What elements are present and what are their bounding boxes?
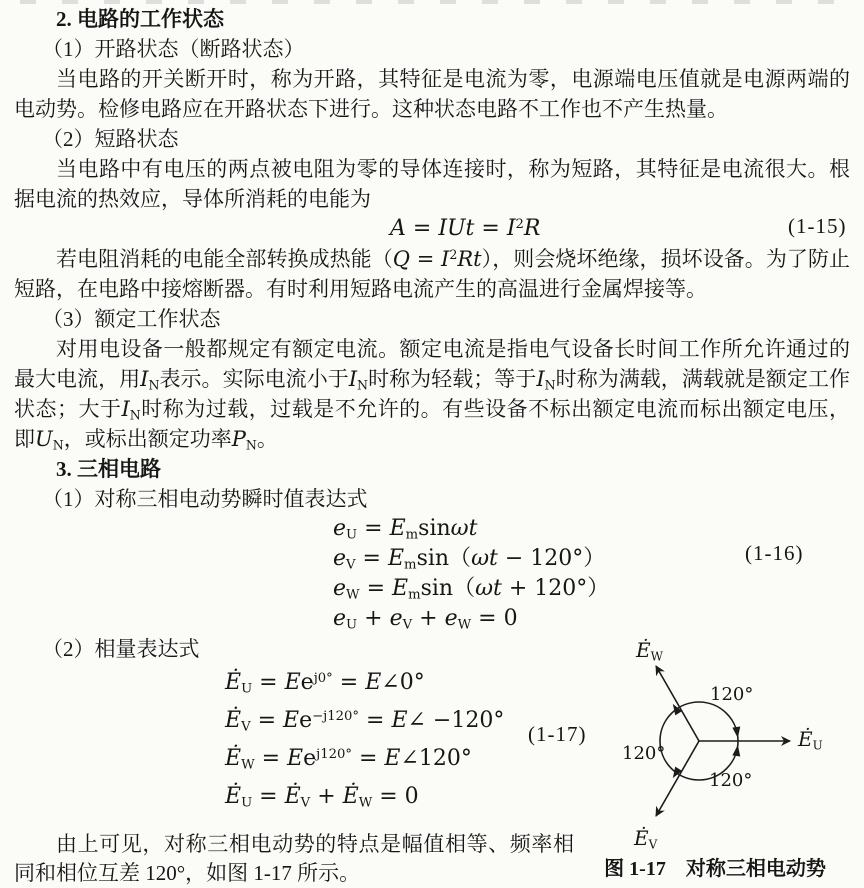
rated-state-heading: （3）额定工作状态 [42, 307, 221, 331]
equation-ev-phasor: $Ė_V = Ee^{-j120^\circ}$ = E∠ −120° [225, 708, 505, 735]
open-state-heading: （1）开路状态（断路状态） [42, 37, 305, 61]
scan-crop-artifact [20, 0, 844, 4]
equation-group-1-16 [14, 514, 850, 634]
figure-1-17 [600, 624, 858, 886]
equation-ew-phasor: $Ė_W = Ee^{j120^\circ}$ = E∠120° [225, 746, 472, 773]
phasor-eu-label: $Ė_U$ [798, 727, 823, 753]
formula-number-1-15: (1-15) [788, 214, 847, 238]
formula-number-1-17: (1-17) [528, 722, 587, 746]
section-3-heading: 3. 三相电路 [56, 457, 161, 481]
closing-paragraph: 由上可见，对称三相电动势的特点是幅值相等、频率相同和相位互差 120°，如图 1-17 所示。 [14, 832, 574, 885]
angle-label-bottom: 120° [709, 770, 753, 791]
equation-eu-phasor: $Ė_U = Ee^{j0^\circ}$ = E∠0° [225, 670, 425, 697]
equation-ev-instant: $e_V = E_m\sin(\omega t - 120^\circ)$ [333, 546, 606, 573]
equation-ew-instant: $e_W = E_m\sin(\omega t + 120^\circ)$ [333, 576, 610, 603]
short-state-heading: （2）短路状态 [42, 127, 179, 151]
short-state-paragraph-2: 若电阻消耗的电能全部转换成热能$(Q = I^2Rt)$，则会烧坏绝缘，损坏设备。为了防止短路，在电路中接熔断器。有时利用短路电流产生的高温进行金属焊接等。 [14, 247, 850, 301]
short-state-paragraph: 当电路中有电压的两点被电阻为零的导体连接时，称为短路，其特征是电流很大。根据电流的热效应，导体所消耗的电能为 [14, 157, 850, 211]
instant-value-heading: （1）对称三相电动势瞬时值表达式 [42, 487, 368, 511]
equation-eu-instant: $e_U = E_m\sin\omega t$ [333, 516, 478, 543]
equation-sum-phasor: $Ė_U$ = $Ė_V$ + $Ė_W = 0$ [225, 784, 419, 811]
angle-label-top: 120° [710, 684, 754, 705]
formula-number-1-16: (1-16) [745, 541, 804, 565]
equation-sum-instant: $e_U + e_V + e_W = 0$ [333, 606, 518, 633]
phasor-heading: （2）相量表达式 [42, 637, 200, 661]
formula-1-15: A = IUt = $I^2R$ [390, 216, 541, 241]
figure-caption: 图 1-17 对称三相电动势 [604, 858, 826, 880]
rated-state-paragraph: 对用电设备一般都规定有额定电流。额定电流是指电气设备长时间工作所允许通过的最大电流，用$I_N$表示。实际电流小于$I_N$时称为轻载；等于$I_N$时称为满载，满载就是额定工作状态；大于$I_N$时称为过载，过载是不允许的。有些设备不标出额定电流而标出额定电压，即$U_N$，或标出额定功率$P_N$。 [14, 337, 851, 453]
phasor-ev-label: $Ė_V$ [634, 826, 658, 852]
phasor-ew-label: $Ė_W$ [636, 638, 663, 664]
section-2-heading: 2. 电路的工作状态 [56, 7, 224, 31]
angle-label-left: 120° [622, 743, 666, 764]
open-state-paragraph: 当电路的开关断开时，称为开路，其特征是电流为零，电源端电压值就是电源两端的电动势。检修电路应在开路状态下进行。这种状态电路不工作也不产生热量。 [14, 67, 850, 121]
